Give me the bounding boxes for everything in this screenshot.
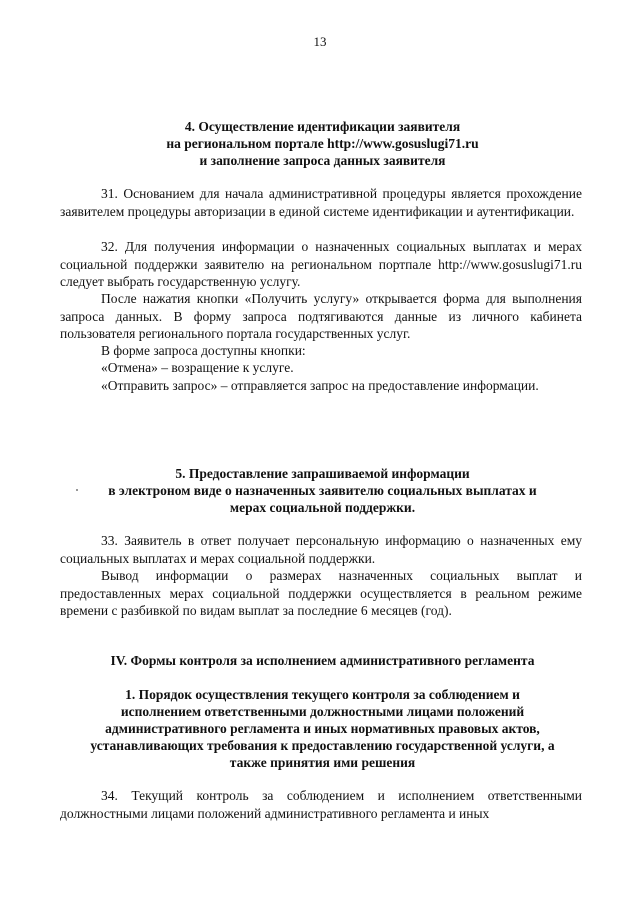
subsection-1-heading-line: административного регламента и иных нормативных правовых актов, <box>105 721 540 736</box>
paragraph-32: 32. Для получения информации о назначенных социальных выплатах и мерах социальной поддержки заявителю на региональном портпале http://www.gosuslugi71.ru следует выбрать государственную услугу. <box>60 239 582 289</box>
paragraph-form-opening: После нажатия кнопки «Получить услугу» открывается форма для выполнения запроса данных. В форму запроса подтягиваются данные из личного кабинета пользователя регионального портала государственных услуг. <box>60 291 582 341</box>
section-5-heading-line: мерах социальной поддержки. <box>229 500 416 515</box>
section-4-heading-line: на региональном портале http://www.gosuslugi71.ru <box>166 136 479 151</box>
section-4-heading-line: 4. Осуществление идентификации заявителя <box>184 119 461 134</box>
section-5-heading-line: 5. Предоставление запрашиваемой информации <box>175 466 470 481</box>
subsection-1-heading-line: 1. Порядок осуществления текущего контроля за соблюдением и <box>125 687 520 702</box>
subsection-1-heading-line: исполнением ответственными должностными лицами положений <box>120 704 525 719</box>
paragraph-buttons-available: В форме запроса доступны кнопки: <box>101 343 306 358</box>
chapter-4-heading <box>60 652 585 669</box>
paragraph-33: 33. Заявитель в ответ получает персональную информацию о назначенных ему социальных выплатах и мерах социальной поддержки. <box>60 533 582 566</box>
page-number: 13 <box>313 34 327 49</box>
subsection-1-heading <box>60 686 585 771</box>
section-4-heading <box>60 118 585 169</box>
paragraph-send-request-button: «Отправить запрос» – отправляется запрос на предоставление информации. <box>101 378 539 393</box>
chapter-4-heading-line: IV. Формы контроля за исполнением административного регламента <box>110 653 535 668</box>
paragraph-cancel-button: «Отмена» – возращение к услуге. <box>101 360 294 375</box>
section-5-heading-line: в электроном виде о назначенных заявителю социальных выплатах и <box>108 483 537 498</box>
paragraph-34: 34. Текущий контроль за соблюдением и исполнением ответственными должностными лицами положений административного регламента и иных <box>60 788 582 821</box>
scan-speck <box>76 489 78 491</box>
subsection-1-heading-line: устанавливающих требования к предоставлению государственной услуги, а <box>90 738 555 753</box>
section-4-heading-line: и заполнение запроса данных заявителя <box>199 153 446 168</box>
section-5-heading <box>60 465 585 516</box>
subsection-1-heading-line: также принятия ими решения <box>229 755 416 770</box>
paragraph-info-output: Вывод информации о размерах назначенных социальных выплат и предоставленных мерах социальной поддержки осуществляется в реальном режиме времени с разбивкой по видам выплат за последние 6 месяцев (год). <box>60 568 582 618</box>
paragraph-31: 31. Основанием для начала административной процедуры является прохождение заявителем процедуры авторизации в единой системе идентификации и аутентификации. <box>60 186 582 219</box>
